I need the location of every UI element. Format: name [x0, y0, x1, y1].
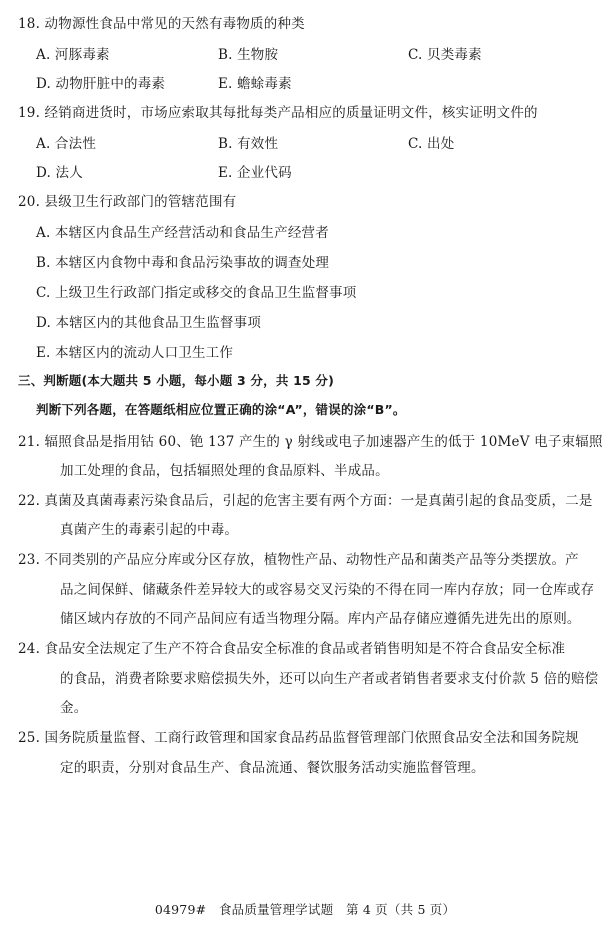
q22-line-1: 22. 真菌及真菌毒素污染食品后，引起的危害主要有两个方面：一是真菌引起的食品变质，二是: [18, 493, 593, 509]
q18-option-c: C. 贝类毒素: [408, 47, 482, 63]
q24-line-2: 的食品，消费者除要求赔偿损失外，还可以向生产者或者销售者要求支付价款 5 倍的赔偿: [60, 671, 599, 687]
q19-option-d: D. 法人: [36, 165, 83, 181]
section-title: 三、判断题(本大题共 5 小题，每小题 3 分，共 15 分): [18, 373, 335, 388]
q18-option-e: E. 蟾蜍毒素: [218, 76, 292, 92]
q19-stem: 19. 经销商进货时，市场应索取其每批每类产品相应的质量证明文件，核实证明文件的: [18, 105, 538, 121]
q19-option-b: B. 有效性: [218, 136, 279, 152]
q20-option-e: E. 本辖区内的流动人口卫生工作: [36, 345, 234, 361]
q20-option-a: A. 本辖区内食品生产经营活动和食品生产经营者: [36, 225, 329, 241]
q21-line-1: 21. 辐照食品是指用钴 60、铯 137 产生的 γ 射线或电子加速器产生的低于 10MeV 电子束辐照: [18, 434, 603, 450]
q25-line-2: 定的职责，分别对食品生产、食品流通、餐饮服务活动实施监督管理。: [60, 760, 485, 776]
q20-stem: 20. 县级卫生行政部门的管辖范围有: [18, 194, 237, 210]
q18-option-d: D. 动物肝脏中的毒素: [36, 76, 166, 92]
q18-option-a: A. 河豚毒素: [36, 47, 110, 63]
q23-line-2: 品之间保鲜、储藏条件差异较大的或容易交叉污染的不得在同一库内存放；同一仓库或存: [60, 582, 595, 598]
q22-line-2: 真菌产生的毒素引起的中毒。: [60, 522, 239, 538]
page-footer: 04979# 食品质量管理学试题 第 4 页（共 5 页）: [154, 902, 456, 917]
q23-line-3: 储区域内存放的不同产品间应有适当物理分隔。库内产品存储应遵循先进先出的原则。: [60, 611, 581, 627]
q18-stem: 18. 动物源性食品中常见的天然有毒物质的种类: [18, 16, 305, 32]
q20-option-c: C. 上级卫生行政部门指定或移交的食品卫生监督事项: [36, 285, 357, 301]
q24-line-3: 金。: [60, 700, 88, 716]
q25-line-1: 25. 国务院质量监督、工商行政管理和国家食品药品监督管理部门依照食品安全法和国务院规: [18, 730, 579, 746]
q19-option-e: E. 企业代码: [218, 165, 292, 181]
q24-line-1: 24. 食品安全法规定了生产不符合食品安全标准的食品或者销售明知是不符合食品安全标准: [18, 641, 566, 657]
q20-option-b: B. 本辖区内食物中毒和食品污染事故的调查处理: [36, 255, 330, 271]
q19-option-c: C. 出处: [408, 136, 455, 152]
q21-line-2: 加工处理的食品，包括辐照处理的食品原料、半成品。: [60, 463, 389, 479]
q20-option-d: D. 本辖区内的其他食品卫生监督事项: [36, 315, 262, 331]
q23-line-1: 23. 不同类别的产品应分库或分区存放，植物性产品、动物性产品和菌类产品等分类摆放。产: [18, 552, 579, 568]
q19-option-a: A. 合法性: [36, 136, 97, 152]
section-instruction: 判断下列各题，在答题纸相应位置正确的涂“A”，错误的涂“B”。: [36, 402, 406, 417]
q18-option-b: B. 生物胺: [218, 47, 279, 63]
